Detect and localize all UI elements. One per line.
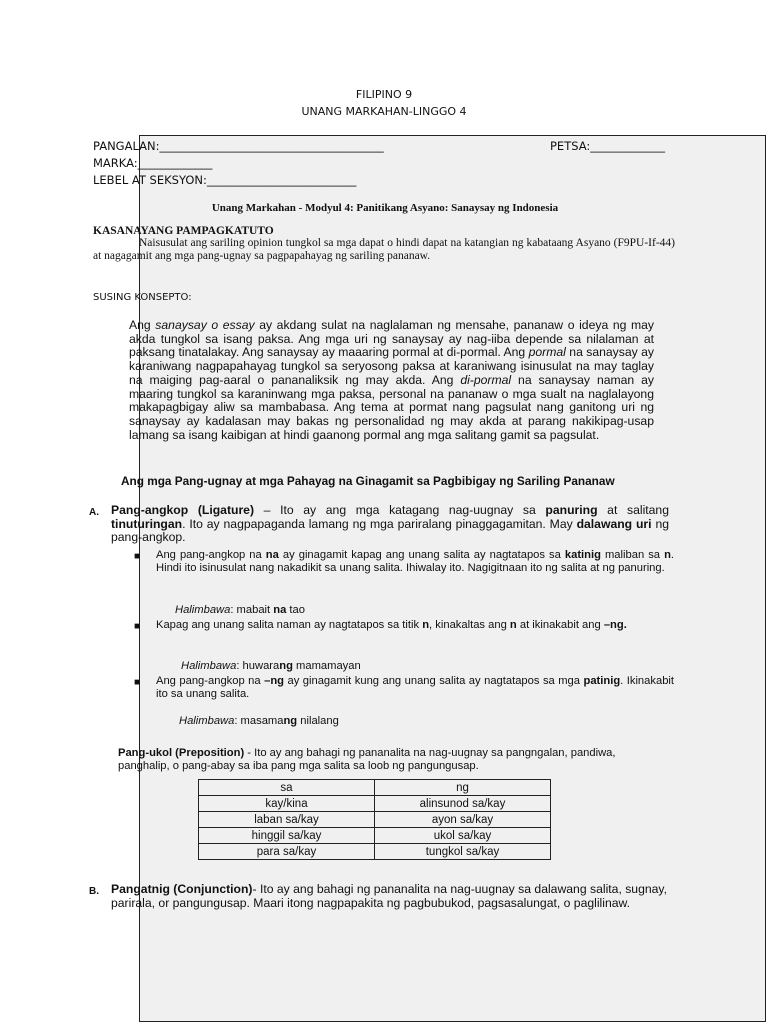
bullet-icon: ■: [134, 551, 141, 562]
table-cell: ayon sa/kay: [375, 812, 551, 828]
example-text: tao: [286, 604, 305, 616]
example-text: : mabait: [230, 604, 274, 616]
table-cell: laban sa/kay: [199, 812, 375, 828]
table-cell: alinsunod sa/kay: [375, 796, 551, 812]
bullet-text: . Ikinakabit ito sa unang salita.: [156, 675, 675, 700]
concept-paragraph: [129, 319, 654, 442]
bold-term: patinig: [583, 675, 621, 687]
pang-angkop-label: Pang-angkop (Ligature): [111, 503, 255, 517]
concept-text: Ang: [129, 318, 156, 332]
concept-text: ay akdang sulat na naglalaman ng mensahe, pananaw o ideya ng may akda tungkol sa isang paksa. Ang mga uri ng sanaysay ay nag-iiba depende sa nilalaman at paksang tinatalakay. Ang sanaysay ay maaaring pormal at di-pormal. Ang: [129, 318, 654, 360]
item-b-text: - Ito ay ang bahagi ng pananalita na nag-uugnay sa dalawang salita, sugnay, parirala, or pangungusap. Maari itong nagpapakita ng pagbubukod, pagsasalungat, o paglilinaw.: [111, 882, 667, 910]
bold-term: ng: [279, 660, 293, 672]
table-cell: ng: [375, 780, 551, 796]
table-cell: sa: [199, 780, 375, 796]
bold-term: tinuturingan: [111, 516, 183, 531]
concept-text: na sanaysay ay karaniwang nagpapahayag tungkol sa seryosong paksa at karaniwang isinusulat na may taglay na maiging pag-aaral o pananaliksik ng may akda. Ang: [129, 345, 655, 387]
item-a-text: . Ito ay nagpapaganda lamang ng mga pariralang pinaggagamitan. May: [182, 516, 577, 531]
bullet-text: Ang pang-angkop na: [156, 549, 266, 561]
bold-term: na: [273, 604, 287, 616]
example-3: [179, 715, 339, 728]
bullet-2-text: [156, 619, 674, 632]
table-cell: hinggil sa/kay: [199, 828, 375, 844]
bullet-icon: ■: [134, 677, 141, 688]
example-text: nilalang: [297, 715, 339, 727]
bullet-text: at ikinakabit ang: [516, 619, 604, 631]
section-field[interactable]: LEBEL AT SEKSYON:__________________________: [93, 173, 357, 187]
module-title: Unang Markahan - Modyul 4: Panitikang Asyano: Sanaysay ng Indonesia: [211, 202, 559, 214]
example-label: Halimbawa: [181, 660, 237, 672]
bullet-text: , kinakaltas ang: [429, 619, 510, 631]
quarter-week-title: UNANG MARKAHAN-LINGGO 4: [301, 105, 467, 118]
item-b-paragraph: [111, 883, 667, 910]
item-a-text: ng pang-angkop.: [111, 516, 669, 545]
table-cell: ukol sa/kay: [375, 828, 551, 844]
bullet-1-text: [156, 549, 674, 575]
example-label: Halimbawa: [179, 715, 235, 727]
item-a-text: at salitang: [597, 503, 669, 517]
example-text: mamamayan: [292, 660, 361, 672]
bold-term: na: [265, 549, 279, 561]
name-field[interactable]: PANGALAN:_______________________________________: [93, 139, 384, 153]
pang-ukol-label: Pang-ukol (Preposition): [118, 747, 245, 759]
item-b-marker: B.: [89, 886, 99, 897]
bullet-3-text: [156, 675, 674, 701]
bold-term: –ng.: [603, 619, 627, 631]
preposition-table: [198, 779, 551, 860]
table-cell: para sa/kay: [199, 844, 375, 860]
date-field[interactable]: PETSA:_____________: [550, 139, 666, 153]
item-a-marker: A.: [89, 507, 99, 518]
table-cell: tungkol sa/kay: [375, 844, 551, 860]
table-row: [199, 812, 551, 828]
bullet-icon: ■: [134, 621, 141, 632]
table-row: [199, 780, 551, 796]
item-a-paragraph: [111, 504, 669, 545]
bullet-text: Kapag ang unang salita naman ay nagtatapos sa titik: [156, 619, 423, 631]
bold-term: n: [664, 549, 671, 561]
table-row: [199, 844, 551, 860]
bullet-text: . Hindi ito isinusulat nang nakadikit sa unang salita. Ihiwalay ito. Nagigitnaan ito ng salita at ng panuring.: [156, 549, 675, 574]
bullet-text: Ang pang-angkop na: [156, 675, 265, 687]
pang-ukol-paragraph: [118, 747, 640, 773]
bold-term: ng: [283, 715, 298, 727]
term-di-pormal: di-pormal: [460, 372, 512, 387]
concept-heading: SUSING KONSEPTO:: [93, 292, 192, 303]
example-2: [181, 660, 361, 673]
bold-term: n: [509, 619, 517, 631]
pangatnig-label: Pangatnig (Conjunction): [111, 882, 253, 896]
bold-term: –ng: [264, 675, 284, 687]
pang-ukol-text: - Ito ay ang bahagi ng pananalita na nag-uugnay sa pangngalan, pandiwa, panghalip, o pang-abay sa iba pang mga salita sa loob ng pangungusap.: [118, 747, 616, 772]
bullet-text: maliban sa: [600, 549, 665, 561]
example-label: Halimbawa: [175, 604, 231, 616]
competency-text: Naisusulat ang sariling opinion tungkol sa mga dapat o hindi dapat na katangian ng kabataang Asyano (F9PU-If-44) at nagagamit ang mga pang-ugnay sa pagpapahayag ng sariling pananaw.: [93, 237, 675, 262]
bullet-text: ay ginagamit kapag ang unang salita ay nagtatapos sa: [278, 549, 565, 561]
term-pormal: pormal: [528, 345, 566, 360]
grade-field[interactable]: MARKA:_____________: [93, 156, 213, 170]
table-row: [199, 828, 551, 844]
item-a-text: – Ito ay ang mga katagang nag-uugnay sa: [254, 503, 546, 517]
bold-term: panuring: [545, 503, 598, 517]
table-cell: kay/kina: [199, 796, 375, 812]
bold-term: katinig: [564, 549, 601, 561]
bold-term: dalawang uri: [576, 516, 652, 531]
bullet-text: ay ginagamit kung ang unang salita ay nagtatapos sa mga: [284, 675, 584, 687]
table-row: [199, 796, 551, 812]
bold-term: n: [422, 619, 430, 631]
concept-text: na sanaysay naman ay maaring tungkol sa karaninwang mga paksa, personal na pananaw o mga sualt na naglalayong makapagbigay aliw sa mambabasa. Ang tema at pormat nang pagsulat nang ganitong uri ng sanaysay ay kadalasan may bakas ng personalidad ng may akda at parang nakikipag-usap lamang sa isang kaibigan at hindi gaanong pormal ang mga salitang gamit sa pagsulat.: [129, 372, 654, 442]
term-sanaysay: sanaysay o essay: [155, 318, 255, 332]
subject-title: FILIPINO 9: [355, 88, 413, 101]
competency-heading: KASANAYANG PAMPAGKATUTO: [93, 225, 274, 237]
example-text: : masama: [234, 715, 284, 727]
example-text: : huwara: [236, 660, 280, 672]
example-1: [175, 604, 305, 617]
section-title: Ang mga Pang-ugnay at mga Pahayag na Ginagamit sa Pagbibigay ng Sariling Pananaw: [121, 474, 615, 488]
